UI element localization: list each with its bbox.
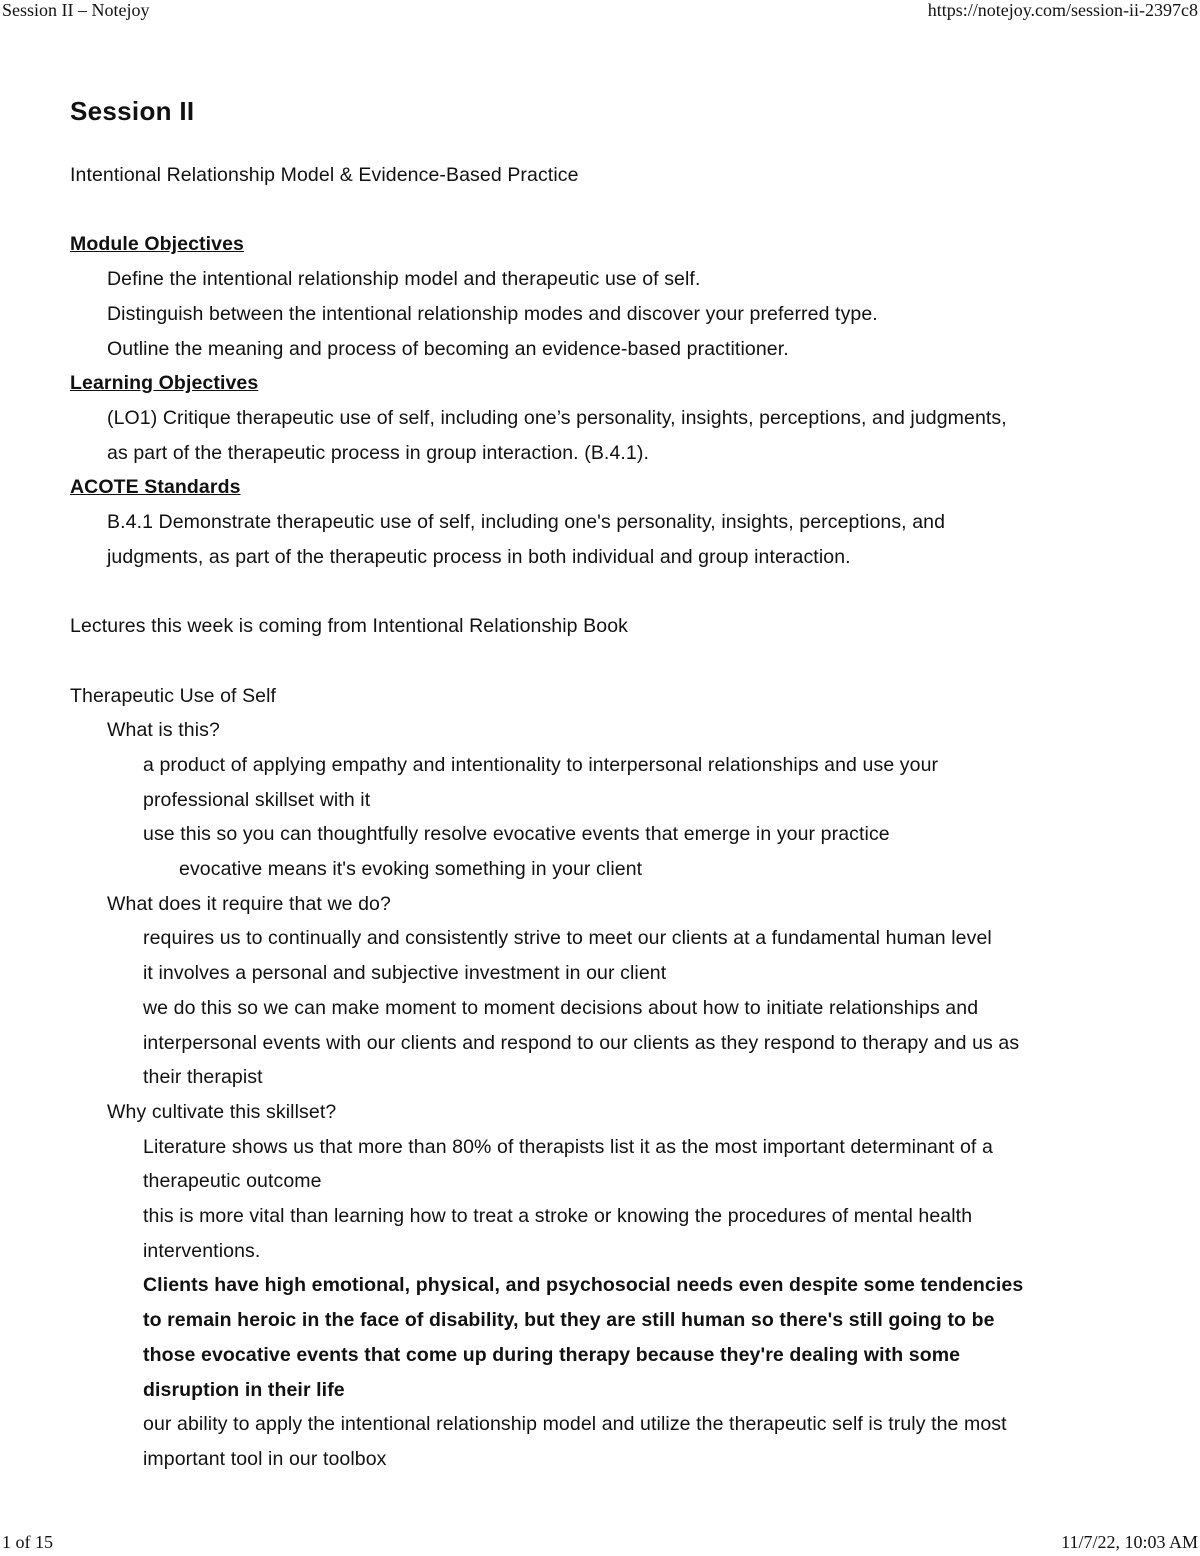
module-objective-item: Define the intentional relationship model and therapeutic use of self. xyxy=(107,268,701,291)
learning-objective-line: as part of the therapeutic process in group interaction. (B.4.1). xyxy=(107,441,649,464)
answer-line: interventions. xyxy=(143,1239,261,1262)
answer-line: our ability to apply the intentional relationship model and utilize the therapeutic self is truly the most xyxy=(143,1413,1007,1436)
answer-line: this is more vital than learning how to treat a stroke or knowing the procedures of mental health xyxy=(143,1205,973,1228)
acote-standards-heading: ACOTE Standards xyxy=(70,476,241,499)
answer-line: therapeutic outcome xyxy=(143,1170,322,1193)
print-datetime: 11/7/22, 10:03 AM xyxy=(1061,1532,1198,1552)
page-url: https://notejoy.com/session-ii-2397c8 xyxy=(927,0,1198,20)
blank-line xyxy=(70,644,1150,679)
lectures-note: Lectures this week is coming from Intentional Relationship Book xyxy=(70,615,628,638)
answer-line: Literature shows us that more than 80% of therapists list it as the most important determinant of a xyxy=(143,1135,993,1158)
answer-line: a product of applying empathy and intentionality to interpersonal relationships and use your xyxy=(143,753,939,776)
answer-line: professional skillset with it xyxy=(143,788,371,811)
print-header xyxy=(0,0,1200,24)
learning-objective-line: (LO1) Critique therapeutic use of self, including one’s personality, insights, perceptions, and judgments, xyxy=(107,406,1007,429)
page-title-header: Session II – Notejoy xyxy=(2,0,150,20)
question-what-does-it-require: What does it require that we do? xyxy=(107,892,391,915)
question-why-cultivate: Why cultivate this skillset? xyxy=(107,1100,337,1123)
print-footer xyxy=(0,1532,1200,1556)
section-title: Therapeutic Use of Self xyxy=(70,684,277,707)
module-objective-item: Distinguish between the intentional relationship modes and discover your preferred type. xyxy=(107,302,878,325)
note-title: Session II xyxy=(70,96,195,126)
answer-line: their therapist xyxy=(143,1066,263,1089)
blank-line xyxy=(70,193,1150,228)
answer-line: we do this so we can make moment to moment decisions about how to initiate relationships and xyxy=(143,996,979,1019)
module-objective-item: Outline the meaning and process of becoming an evidence-based practitioner. xyxy=(107,337,789,360)
acote-standard-line: judgments, as part of the therapeutic process in both individual and group interaction. xyxy=(107,545,851,568)
answer-line: it involves a personal and subjective investment in our client xyxy=(143,962,667,985)
note-subtitle: Intentional Relationship Model & Evidence-Based Practice xyxy=(70,164,579,186)
answer-subline: evocative means it's evoking something in your client xyxy=(179,858,643,881)
learning-objectives-heading: Learning Objectives xyxy=(70,372,259,395)
blank-line xyxy=(70,574,1150,609)
bold-answer-line: to remain heroic in the face of disability, but they are still human so there's still going to be xyxy=(143,1309,995,1332)
answer-line: use this so you can thoughtfully resolve evocative events that emerge in your practice xyxy=(143,823,890,846)
bold-answer-line: Clients have high emotional, physical, and psychosocial needs even despite some tendencies xyxy=(143,1274,1024,1297)
acote-standard-line: B.4.1 Demonstrate therapeutic use of self, including one's personality, insights, perceptions, and xyxy=(107,511,946,534)
bold-answer-line: those evocative events that come up during therapy because they're dealing with some xyxy=(143,1343,961,1366)
answer-line: requires us to continually and consistently strive to meet our clients at a fundamental human level xyxy=(143,927,992,950)
question-what-is-this: What is this? xyxy=(107,719,220,742)
note-content xyxy=(70,92,1150,1477)
bold-answer-line: disruption in their life xyxy=(143,1378,345,1401)
page-count: 1 of 15 xyxy=(2,1532,53,1552)
answer-line: important tool in our toolbox xyxy=(143,1447,387,1470)
module-objectives-heading: Module Objectives xyxy=(70,233,244,256)
answer-line: interpersonal events with our clients and respond to our clients as they respond to therapy and us as xyxy=(143,1031,1020,1054)
